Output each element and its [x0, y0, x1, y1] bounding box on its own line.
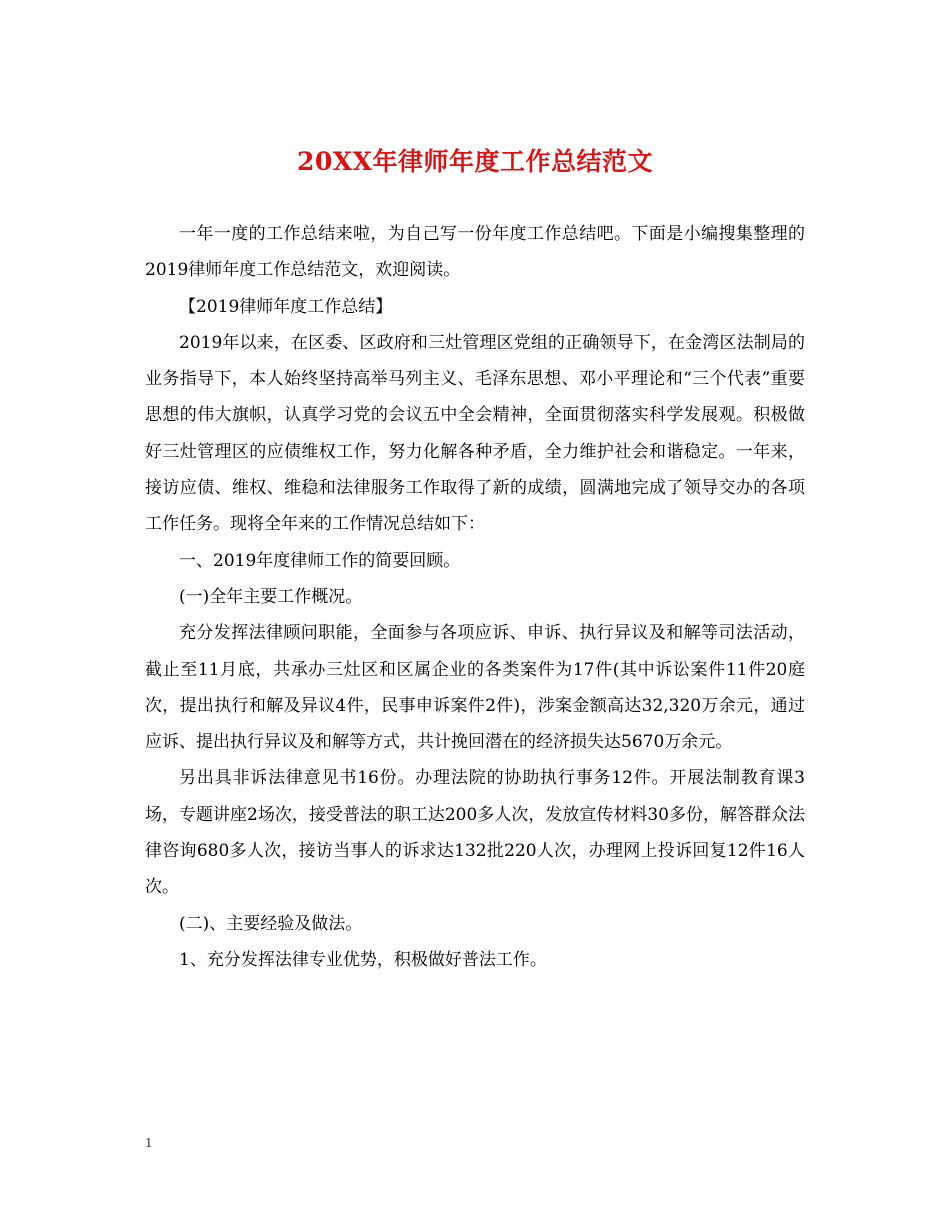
subsection-heading: (二)、主要经验及做法。	[179, 913, 363, 934]
body-paragraph: 充分发挥法律顾问职能，全面参与各项应诉、申诉、执行异议及和解等司法活动，截止至11月底，共承办三灶区和区属企业的各类案件为17件(其中诉讼案件11件20庭次，提出执行和解及异议4件，民事申诉案件2件)，涉案金额高达32,320万余元，通过应诉、提出执行异议及和解等方式，共计挽回潜在的经济损失达5670万余元。	[145, 623, 805, 753]
document-body	[145, 216, 805, 978]
subsection-heading: (一)全年主要工作概况。	[179, 586, 363, 607]
subsection-heading: 一、2019年度律师工作的简要回顾。	[179, 550, 461, 571]
section-heading: 【2019律师年度工作总结】	[179, 296, 393, 317]
list-item: 1、充分发挥法律专业优势，积极做好普法工作。	[179, 949, 547, 970]
body-paragraph: 另出具非诉法律意见书16份。办理法院的协助执行事务12件。开展法制教育课3场，专题讲座2场次，接受普法的职工达200多人次，发放宣传材料30多份，解答群众法律咨询680多人次，接访当事人的诉求达132批220人次，办理网上投诉回复12件16人次。	[145, 768, 805, 898]
document-title: 20XX年律师年度工作总结范文	[296, 147, 654, 176]
page-number: 1	[145, 1136, 153, 1150]
intro-paragraph: 一年一度的工作总结来啦，为自己写一份年度工作总结吧。下面是小编搜集整理的2019律师年度工作总结范文，欢迎阅读。	[145, 224, 805, 281]
body-paragraph: 2019年以来，在区委、区政府和三灶管理区党组的正确领导下，在金湾区法制局的业务指导下，本人始终坚持高举马列主义、毛泽东思想、邓小平理论和“三个代表”重要思想的伟大旗帜，认真学习党的会议五中全会精神，全面贯彻落实科学发展观。积极做好三灶管理区的应债维权工作，努力化解各种矛盾，全力维护社会和谐稳定。一年来，接访应债、维权、维稳和法律服务工作取得了新的成绩，圆满地完成了领导交办的各项工作任务。现将全年来的工作情况总结如下：	[145, 332, 805, 535]
